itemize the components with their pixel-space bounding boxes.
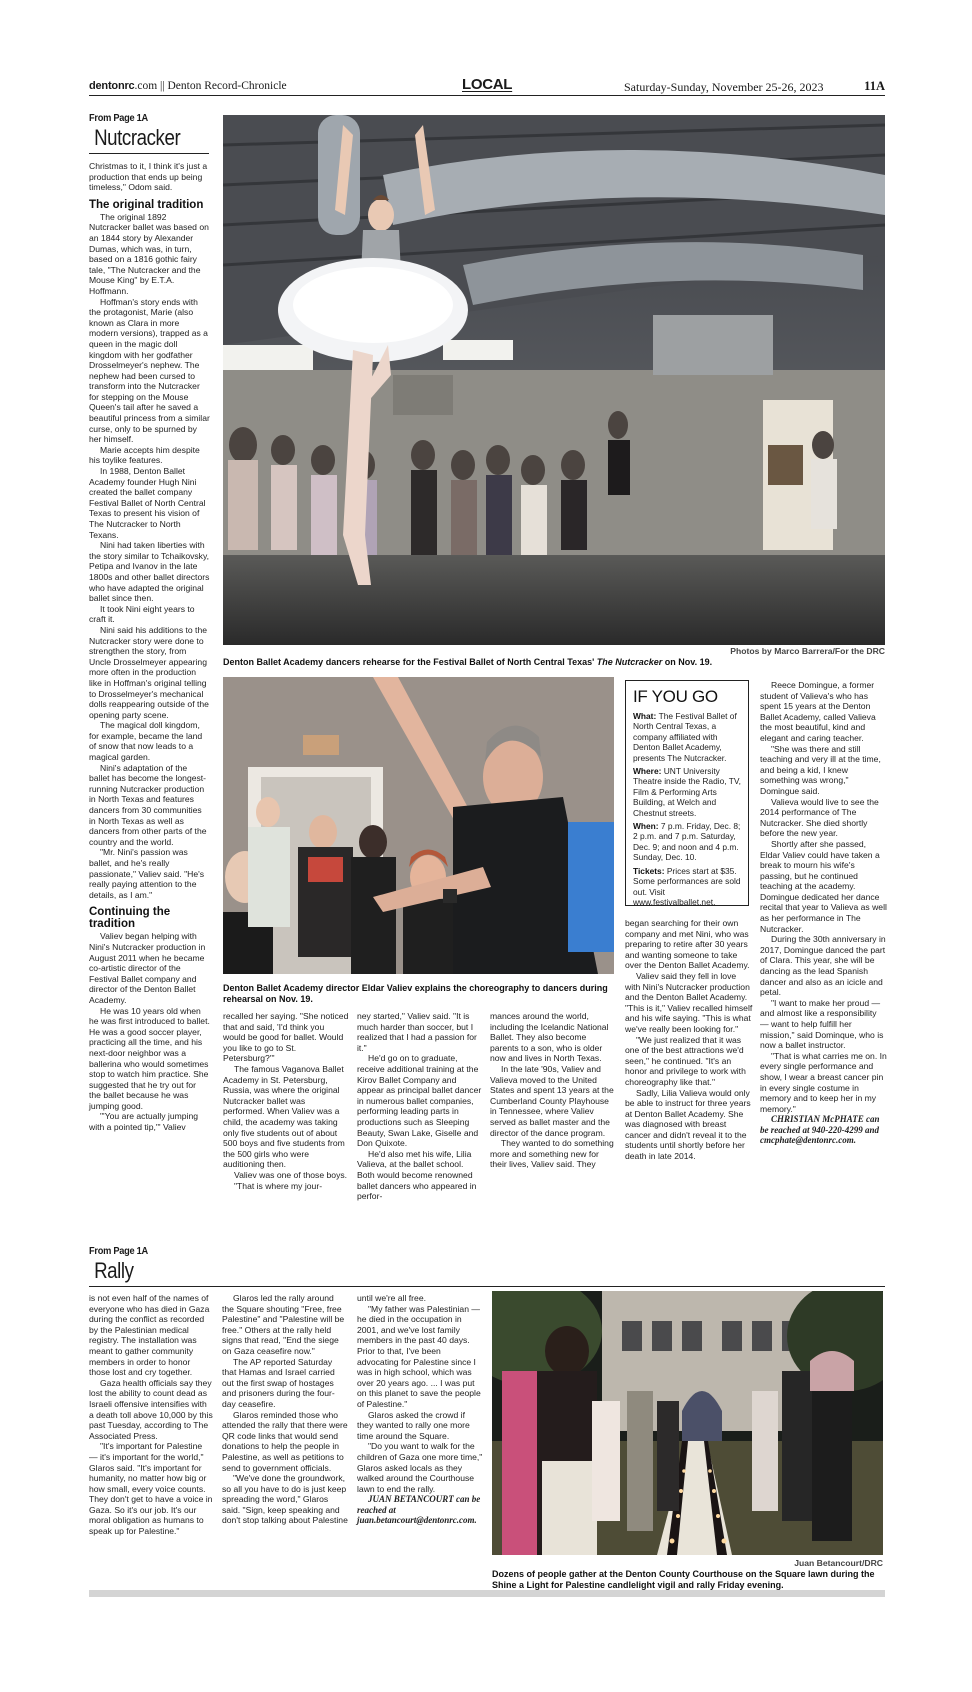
nutcracker-jump-header <box>89 112 209 154</box>
paragraph: "It's important for Palestine — it's important for the world," Glaros said. "It's important for humanity, no matter how big or how small, every voice counts. They don't get to have a voice in Gaza. So it's our job. It's our moral obligation as humans to speak up for Palestine." <box>89 1441 213 1537</box>
paragraph: Nini had taken liberties with the story similar to Tchaikovsky, Petipa and Ivanov in the late 1800s and other ballet directors who have adapted the original ballet since then. <box>89 540 210 604</box>
info-label: When: <box>633 821 661 832</box>
paragraph: Christmas to it, I think it's just a production that ends up being timeless," Odom said. <box>89 161 208 193</box>
paragraph: The magical doll kingdom, for example, became the land of snow that now leads to a magical garden. <box>89 720 203 763</box>
director-photo <box>223 677 614 974</box>
paragraph: Glaros reminded those who attended the rally that there were QR code links that would send donations to help the people in Palestine, as well as petitions to send to government officials. <box>222 1409 348 1473</box>
nutcracker-column-2 <box>223 1011 349 1191</box>
byline-contact: JUAN BETANCOURT can be reached at juan.betancourt@dentonrc.com. <box>357 1494 481 1526</box>
caption-1-end: on Nov. 19. <box>662 657 713 667</box>
nutcracker-column-5 <box>625 918 753 1162</box>
info-label: Where: <box>633 766 664 777</box>
paragraph: mances around the world, including the Icelandic National Ballet. They also become parents to a son, who is older now and lives in North Texas. <box>490 1011 609 1064</box>
paragraph: "That is what carries me on. In every single performance and show, I wear a breast cancer pin in every single costume in memory and to keep her in my memory." <box>760 1050 887 1114</box>
paragraph: Glaros led the rally around the Square shouting "Free, free Palestine" and "Palestine will be free." Others at the rally held signs that read, "End the siege on Gaza ceasefire now." <box>222 1293 345 1356</box>
paragraph: In 1988, Denton Ballet Academy founder Hugh Nini created the ballet company Festival Ballet of North Central Texas to present his vision of The Nutcracker to North Texans. <box>89 466 206 540</box>
info-item <box>633 711 742 763</box>
rally-kicker: From Page 1A <box>89 1245 148 1257</box>
photo-caption-1 <box>223 657 885 668</box>
paragraph: is not even half of the names of everyone who has died in Gaza during the conflict as recorded by the Palestinian medical registry. The installation was meant to gather community members in order to honor those lost and cry together. <box>89 1293 210 1378</box>
masthead <box>89 76 885 96</box>
paragraph: They wanted to do something more and something new for their lives, Valiev said. They <box>490 1138 614 1170</box>
paragraph: "We've done the groundwork, so all you have to do is just keep spreading the word," Glaros said. "Sign, keep speaking and don't stop talking about Palestine <box>222 1473 348 1526</box>
paragraph: In the late '90s, Valiev and Valieva moved to the United States and spent 13 years at the Cumberland County Playhouse in Tennessee, where Valiev served as ballet master and the director of the dance program. <box>490 1063 614 1138</box>
nutcracker-column-4 <box>490 1011 617 1170</box>
paragraph: It took Nini eight years to craft it. <box>89 603 195 625</box>
paragraph: He'd go on to graduate, receive additional training at the Kirov Ballet Company and appear as principal ballet dancer in numerous ballet companies, performing leading parts in productions such as Sleeping Beauty, Swan Lake, Giselle and Don Quixote. <box>357 1053 482 1149</box>
paragraph: Valiev began helping with Nini's Nutcracker production in August 2011 when he became co-artistic director of the Festival Ballet company and director of the Denton Ballet Academy. <box>89 931 206 1005</box>
page-footer-bar <box>89 1590 885 1597</box>
ballet-dancer-image <box>223 115 885 645</box>
rally-column-1 <box>89 1293 213 1537</box>
director-image <box>223 677 614 974</box>
info-text: Prices start at $35. Some performances are sold out. Visit www.festivalballet.net. <box>633 865 741 907</box>
paragraph: Valiev was one of those boys. <box>234 1169 348 1180</box>
paragraph: The AP reported Saturday that Hamas and Israel carried out the first swap of hostages and prisoners during the four-day ceasefire. <box>222 1356 335 1409</box>
paragraph: He was 10 years old when he was first introduced to ballet. He was a good soccer player, practicing all the time, and his next-door neighbor was a ballerina who would sometimes stop to watch him practice. She suggested that he try out for the ballet because he was jumping good. <box>89 1005 210 1111</box>
info-item <box>633 821 742 863</box>
rally-column-3 <box>357 1293 483 1526</box>
caption-1-title: The Nutcracker <box>596 657 663 667</box>
info-text: 7 p.m. Friday, Dec. 8; 2 p.m. and 7 p.m. Saturday, Dec. 9; and noon and 4 p.m. Sunday, Dec. 10. <box>633 821 741 863</box>
paragraph: "'You are actually jumping with a pointed tip,'" Valiev <box>89 1111 199 1133</box>
paragraph: Nini's adaptation of the ballet has become the longest-running Nutcracker production in North Texas and features dancers from 30 communities in North Texas as well as dancers from other parts of the country and the world. <box>89 762 207 847</box>
paragraph: ney started," Valiev said. "It is much harder than soccer, but I realized that I had a passion for it." <box>357 1011 477 1053</box>
paragraph: Glaros asked the crowd if they wanted to rally one more time around the Square. <box>357 1409 470 1441</box>
paragraph: Reece Domingue, a former student of Valieva's who has spent 15 years at the Denton Ballet Academy, called Valieva the most beautiful, kind and elegant and caring teacher. <box>760 680 876 743</box>
nutcracker-column-1 <box>89 161 210 1133</box>
paragraph: began searching for their own company and met Nini, who was preparing to retire after 30 years and wanting someone to take over the Denton Ballet Academy. <box>625 918 750 971</box>
jump-headline: Nutcracker <box>94 125 181 150</box>
paragraph: "My father was Palestinian — he died in the occupation in 2001, and we've lost family members in the past 40 days. Prior to that, I've been advocating for Palestine since I was in high school, which was over 20 years ago. ... I was put on this planet to save the people of Palestine." <box>357 1303 481 1409</box>
site-name: dentonrc <box>89 80 135 92</box>
rally-jump-header <box>89 1245 885 1287</box>
issue-date: Saturday-Sunday, November 25-26, 2023 <box>624 80 824 94</box>
photo-credit-rally: Juan Betancourt/DRC <box>794 1558 883 1568</box>
paragraph: recalled her saying. "She noticed that and said, 'I'd think you would be good for ballet. Would you like to go to St. Petersburg?'" <box>223 1011 349 1064</box>
paragraph: "We just realized that it was one of the best attractions we'd seen," he continued. "It's an honor and privilege to work with choreography like that." <box>625 1034 746 1087</box>
info-label: Tickets: <box>633 865 667 876</box>
jump-kicker: From Page 1A <box>89 112 148 124</box>
paragraph: Nini said his additions to the Nutcracker story were done to strengthen the story, from Uncle Drosselmeyer appearing more often in the production like in Hoffman's original telling to Drosselmeyer's mechanical dolls reappearing outside of the opening party scene. <box>89 624 209 720</box>
paragraph: "She was there and still teaching and very ill at the time, and being a kid, I knew something was wrong," Domingue said. <box>760 743 881 796</box>
paragraph: Valieva would live to see the 2014 performance of The Nutcracker. She died shortly before the new year. <box>760 796 879 839</box>
info-text: The Festival Ballet of North Central Texas, a company affiliated with Denton Ballet Academy, presents The Nutcracker. <box>633 711 737 763</box>
paragraph: Shortly after she passed, Eldar Valiev could have taken a break to mourn his wife's passing, but he continued teaching at the academy. Domingue dedicated her dance recital that year to Valieva as well as her performance in The Nutcracker. <box>760 838 887 934</box>
subhead: The original tradition <box>89 198 204 211</box>
info-item <box>633 866 742 908</box>
info-text: UNT University Theatre inside the Radio, TV, Film & Performing Arts Building, at Welch and Chestnut streets. <box>633 766 742 818</box>
rally-column-2 <box>222 1293 348 1526</box>
nutcracker-column-6 <box>760 680 887 1146</box>
subhead: Continuing the tradition <box>89 906 171 931</box>
byline-contact: CHRISTIAN McPHATE can be reached at 940-220-4299 and cmcphate@dentonrc.com. <box>760 1114 880 1146</box>
nutcracker-column-3 <box>357 1011 483 1202</box>
if-you-go-box <box>625 680 749 906</box>
paragraph: until we're all free. <box>357 1293 426 1303</box>
site-suffix: .com || Denton Record-Chronicle <box>134 80 287 92</box>
photo-caption-rally: Dozens of people gather at the Denton County Courthouse on the Square lawn during the Shine a Light for Palestine candlelight vigil and rally Friday evening. <box>492 1569 875 1590</box>
info-box-title: IF YOU GO <box>633 687 718 706</box>
paragraph: The famous Vaganova Ballet Academy in St. Petersburg, Russia, was where the original Nutcracker ballet was performed. When Valiev was a child, the academy was taking only five students out of about 500 boys and five students from the 500 girls who were auditioning then. <box>223 1063 345 1170</box>
rally-headline: Rally <box>94 1258 134 1283</box>
page-number: 11A <box>864 79 885 93</box>
jump-rule <box>89 153 209 154</box>
paragraph: Gaza health officials say they lost the ability to count dead as Israeli offensive intensifies with a death toll above 10,000 by this past Tuesday, according to The Associated Press. <box>89 1377 213 1441</box>
info-label: What: <box>633 711 659 721</box>
paragraph: "Do you want to walk for the children of Gaza one more time," Glaros asked locals as they walked around the Courthouse lawn to end the rally. <box>357 1441 483 1494</box>
rally-rule <box>89 1286 885 1287</box>
paragraph: Marie accepts him despite his toylike features. <box>89 444 200 466</box>
paragraph: During the 30th anniversary in 2017, Domingue danced the part of Clara. This year, she will be dancing as the lead Spanish dancer and also as an icicle and petal. <box>760 934 886 998</box>
ballet-dancer-photo <box>223 115 885 645</box>
paragraph: "I want to make her proud — and almost like a responsibility — want to help fulfill her mission," said Dominque, who is now a ballet instructor. <box>760 997 884 1051</box>
paragraph: "Mr. Nini's passion was ballet, and he's really passionate," Valiev said. "He's really paying attention to the details, as I am." <box>89 847 205 900</box>
paragraph: He'd also met his wife, Lilia Valieva, at the ballet school. Both would become renowned ballet dancers who appeared in perfor- <box>357 1148 477 1202</box>
photo-caption-2: Denton Ballet Academy director Eldar Valiev explains the choreography to dancers during rehearsal on Nov. 19. <box>223 983 608 1004</box>
paragraph: The original 1892 Nutcracker ballet was based on an 1844 story by Alexander Dumas, which was, in turn, based on a 1816 gothic fairy tale, "The Nutcracker and the Mouse King" by E.T.A. Hoffmann. <box>89 211 209 296</box>
section-label: LOCAL <box>462 76 513 93</box>
vigil-image <box>492 1291 883 1555</box>
vigil-photo <box>492 1291 883 1555</box>
info-box-items <box>633 711 742 907</box>
paragraph: "That is where my jour- <box>234 1180 323 1191</box>
paragraph: Sadly, Lilia Valieva would only be able to instruct for three years at Denton Ballet Academy. She was diagnosed with breast cancer and didn't reveal it to the students until shortly before her death in late 2014. <box>625 1087 751 1162</box>
photo-credit-1: Photos by Marco Barrera/For the DRC <box>730 646 885 656</box>
info-item <box>633 766 742 818</box>
paragraph: Hoffman's story ends with the protagonist, Marie (also known as Clara in more modern versions), trapped as a queen in the magic doll kingdom with her godfather Drosselmeyer's nephew. The nephew had been cursed to transform into the Nutcracker for stepping on the Mouse Queen's tail after he saved a beautiful princess from a similar curse, only to be spurned by her himself. <box>89 296 210 445</box>
masthead-site[interactable] <box>89 80 287 92</box>
caption-1-text: Denton Ballet Academy dancers rehearse for the Festival Ballet of North Central Texas' <box>223 657 597 667</box>
paragraph: Valiev said they fell in love with Nini's Nutcracker production and the Denton Ballet Academy. "This is it," Valiev recalled himself and his wife saying. "This is what we've really been looking for." <box>625 970 753 1034</box>
